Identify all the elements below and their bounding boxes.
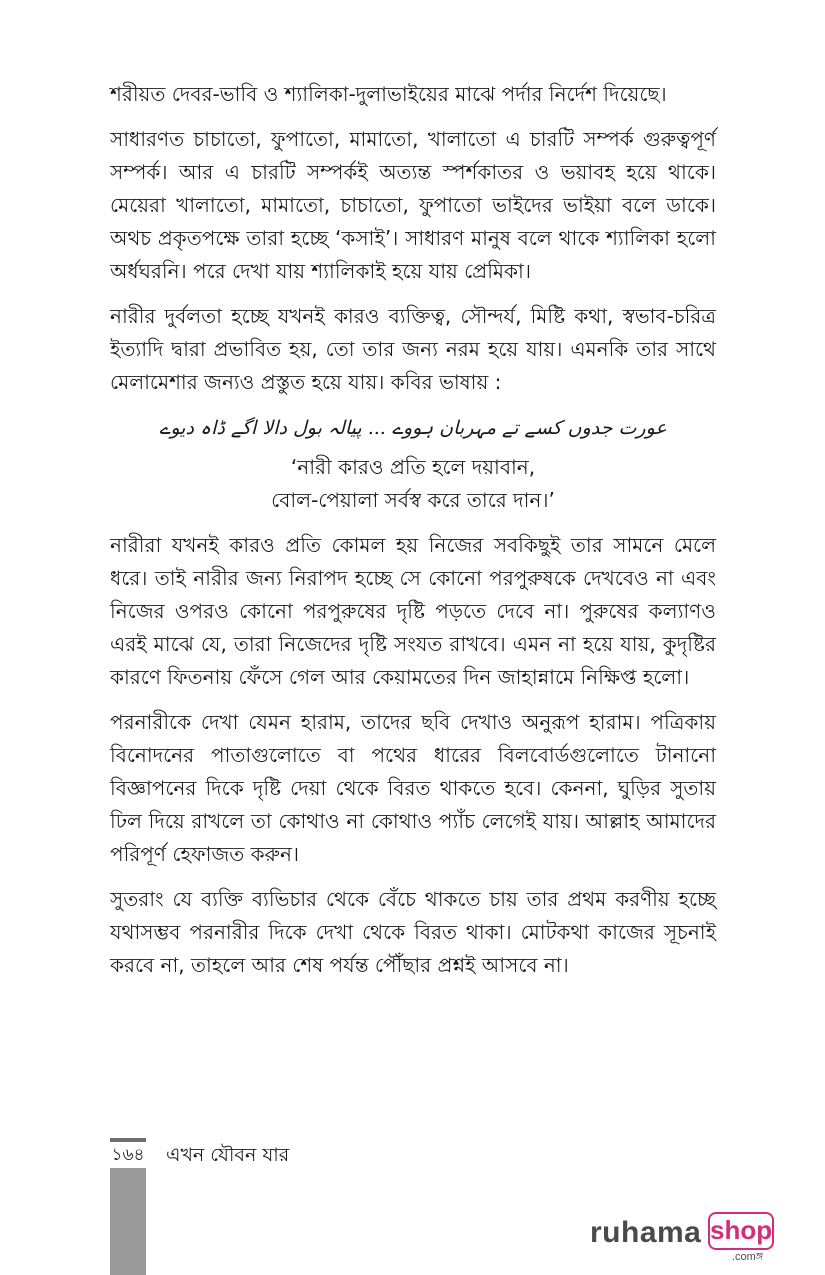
ruhamashop-logo	[590, 1212, 780, 1264]
page-body	[110, 78, 716, 994]
page-number: ১৬৪	[110, 1142, 146, 1168]
paragraph-6: সুতরাং যে ব্যক্তি ব্যভিচার থেকে বেঁচে থাকতে চায় তার প্রথম করণীয় হচ্ছে যথাসম্ভব পরনারীর দিকে দেখা থেকে বিরত থাকা। মোটকথা কাজের সূচনাই করবে না, তাহলে আর শেষ পর্যন্ত পৌঁছার প্রশ্নই আসবে না।	[110, 887, 716, 977]
paragraph-3: নারীর দুর্বলতা হচ্ছে যখনই কারও ব্যক্তিত্ব, সৌন্দর্য, মিষ্টি কথা, স্বভাব-চরিত্র ইত্যাদি দ্বারা প্রভাবিত হয়, তো তার জন্য নরম হয়ে যায়। এমনকি তার সাথে মেলামেশার জন্যও প্রস্তুত হয়ে যায়। কবির ভাষায় :	[110, 304, 716, 394]
running-title: এখন যৌবন যার	[166, 1144, 290, 1166]
paragraph-1: শরীয়ত দেবর-ভাবি ও শ্যালিকা-দুলাভাইয়ের মাঝে পর্দার নির্দেশ দিয়েছে।	[110, 82, 667, 106]
verse-line-2: বোল-পেয়ালা সর্বস্ব করে তারে দান।’	[271, 488, 555, 512]
paragraph-2: সাধারণত চাচাতো, ফুপাতো, মামাতো, খালাতো এ চারটি সম্পর্ক গুরুত্বপূর্ণ সম্পর্ক। আর এ চারটি সম্পর্কই অত্যন্ত স্পর্শকাতর ও ভয়াবহ হয়ে থাকে। মেয়েরা খালাতো, মামাতো, চাচাতো, ফুপাতো ভাইদের ভাইয়া বলে ডাকে। অথচ প্রকৃতপক্ষে তারা হচ্ছে ‘কসাই’। সাধারণ মানুষ বলে থাকে শ্যালিকা হলো অর্ধঘরনি। পরে দেখা যায় শ্যালিকাই হয়ে যায় প্রেমিকা।	[110, 127, 716, 283]
paragraph-5: পরনারীকে দেখা যেমন হারাম, তাদের ছবি দেখাও অনুরূপ হারাম। পত্রিকায় বিনোদনের পাতাগুলোতে বা পথের ধারের বিলবোর্ডগুলোতে টানানো বিজ্ঞাপনের দিকে দৃষ্টি দেয়া থেকে বিরত থাকতে হবে। কেননা, ঘুড়ির সুতায় ঢিল দিয়ে রাখলে তা কোথাও না কোথাও প্যাঁচ লেগেই যায়। আল্লাহ আমাদের পরিপূর্ণ হেফাজত করুন।	[110, 710, 716, 866]
logo-shop-badge: shop	[708, 1212, 774, 1250]
verse-line-1: ‘নারী কারও প্রতি হলে দয়াবান,	[290, 455, 536, 479]
logo-domain-text: .comঙ্গ	[732, 1251, 764, 1263]
logo-ruhama-text: ruhama	[590, 1216, 702, 1249]
paragraph-4: নারীরা যখনই কারও প্রতি কোমল হয় নিজের সবকিছুই তার সামনে মেলে ধরে। তাই নারীর জন্য নিরাপদ হচ্ছে সে কোনো পরপুরুষকে দেখবেও না এবং নিজের ওপরও কোনো পরপুরুষের দৃষ্টি পড়তে দেবে না। পুরুষের কল্যাণও এরই মাঝে যে, তারা নিজেদের দৃষ্টি সংযত রাখবে। এমন না হয়ে যায়, কুদৃষ্টির কারণে ফিতনায় ফেঁসে গেল আর কেয়ামতের দিন জাহান্নামে নিক্ষিপ্ত হলো।	[110, 533, 716, 689]
urdu-couplet: عورت جدوں کسے تے مہربان ہووے ... پیالہ بول دالا اگے ڈاہ دیوے	[159, 417, 667, 439]
bengali-verse	[110, 451, 716, 517]
